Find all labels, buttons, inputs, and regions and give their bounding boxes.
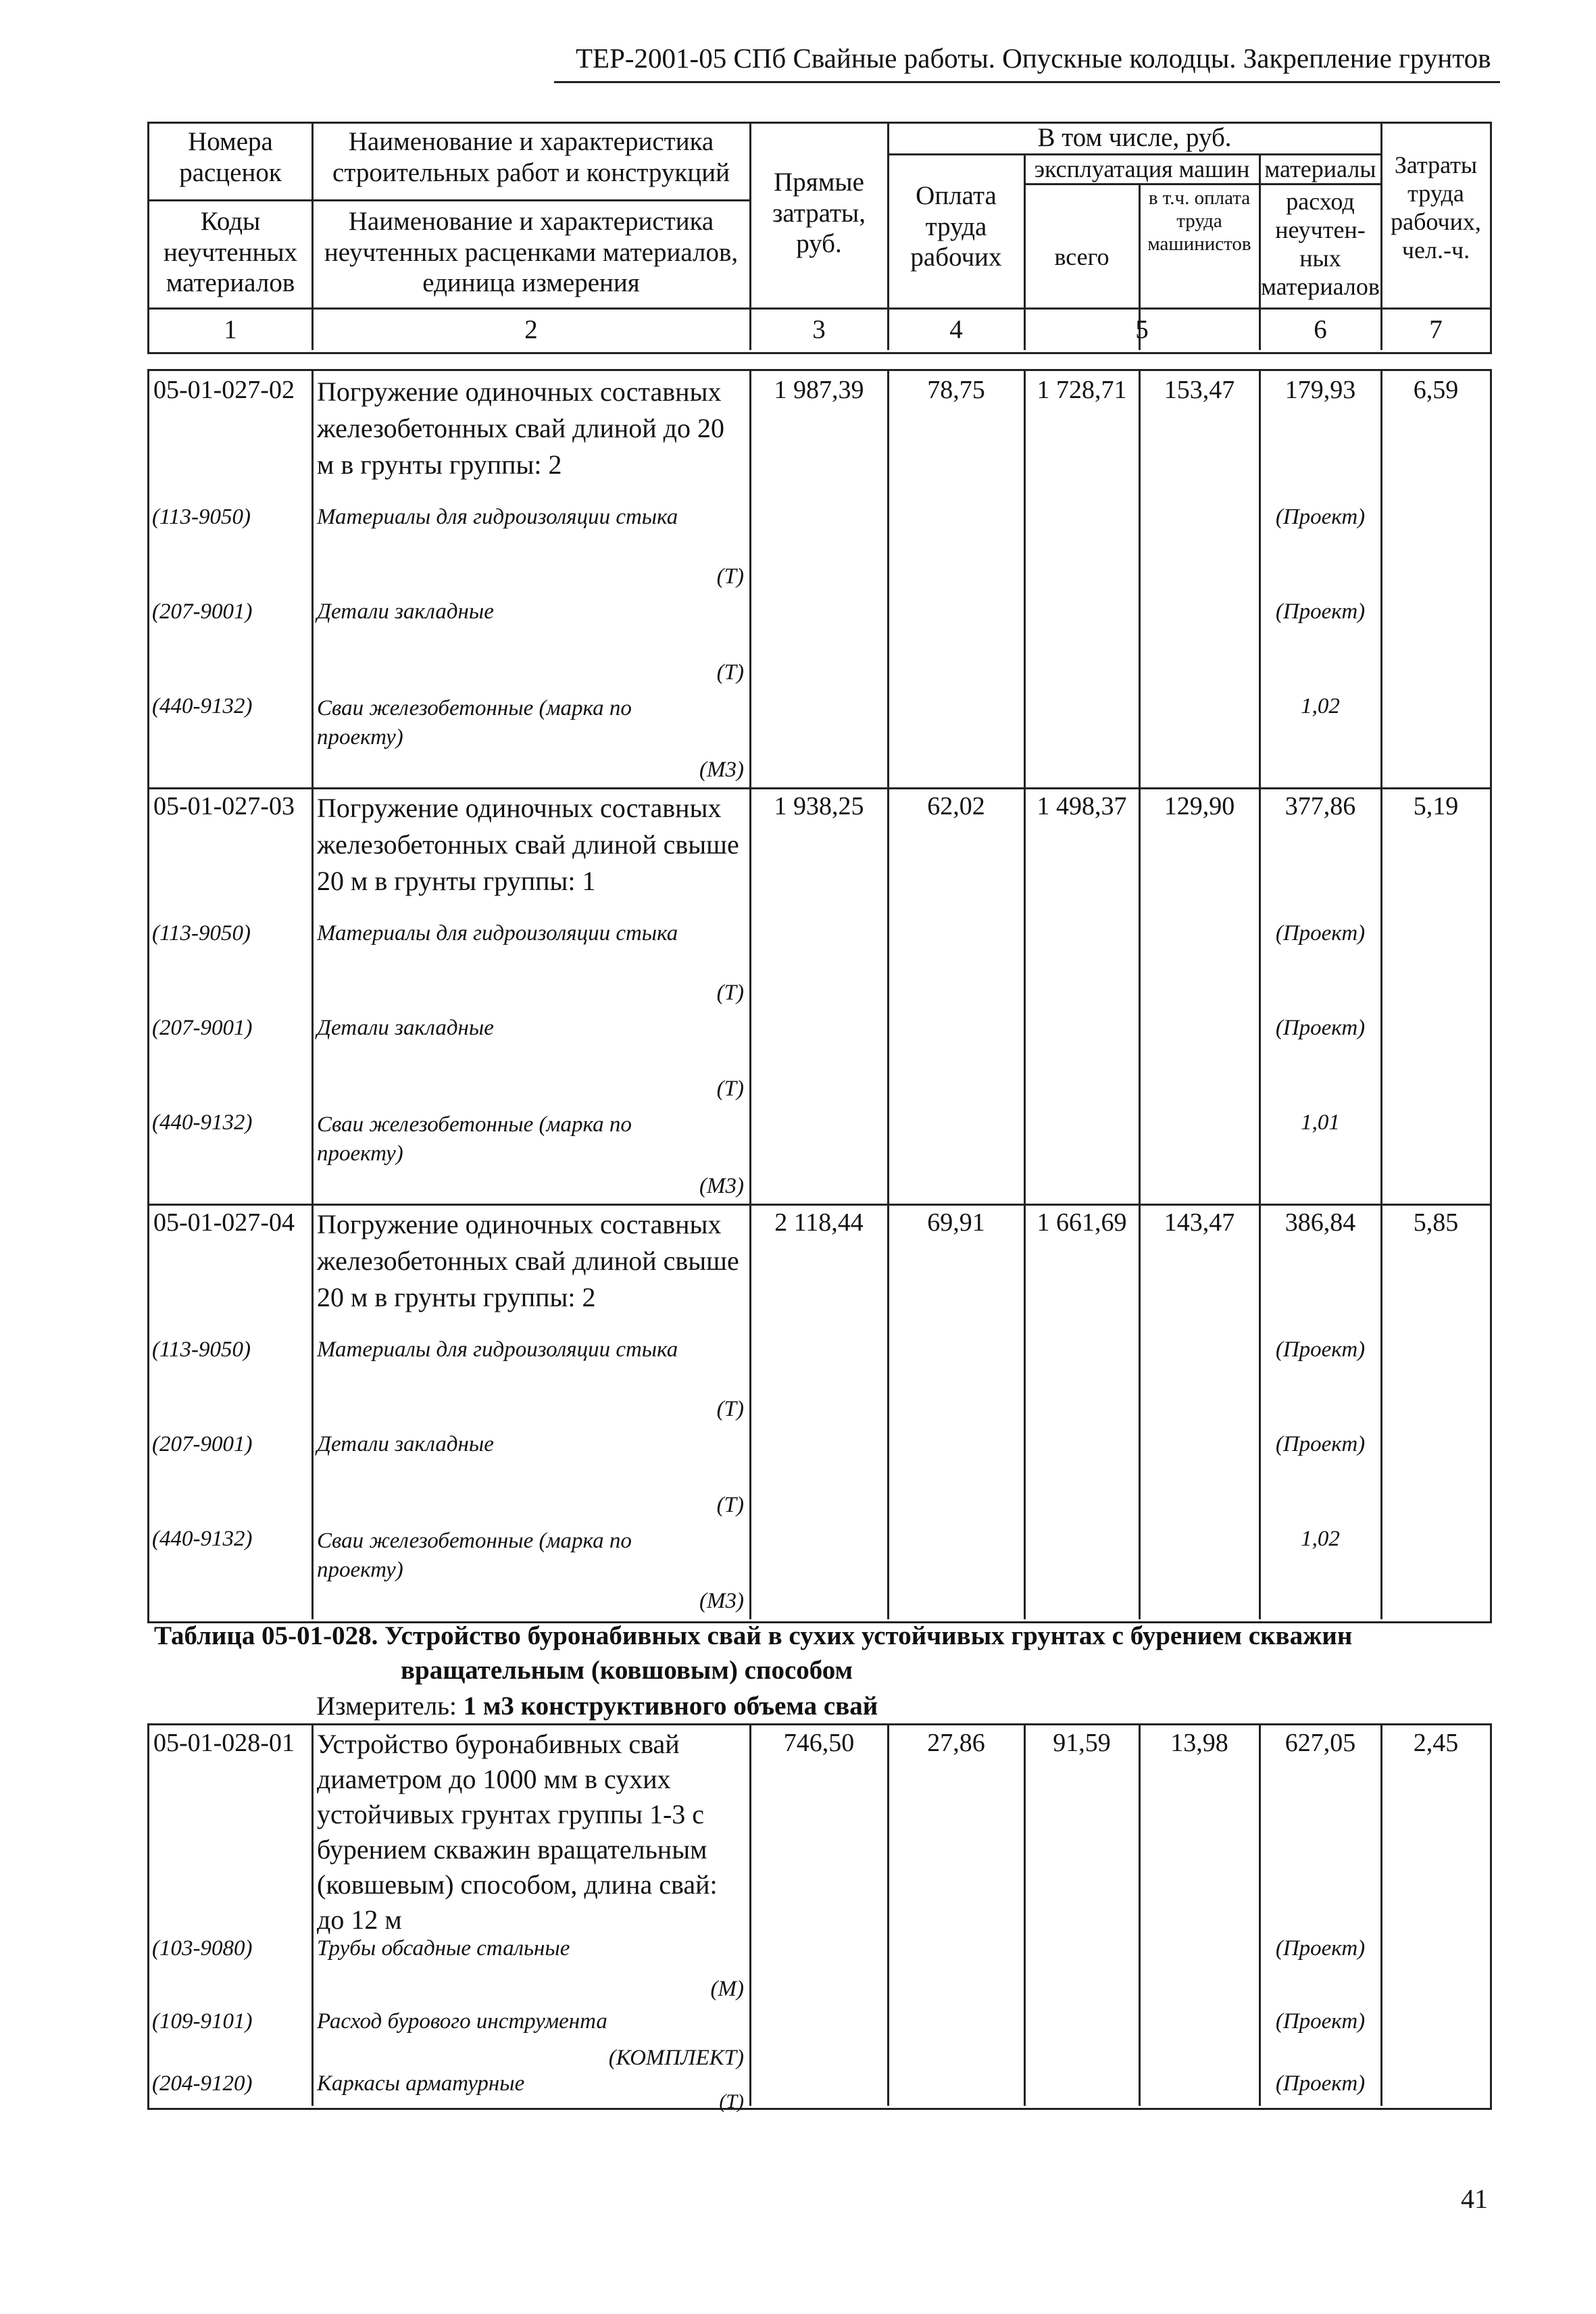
- material-unit: (Т): [716, 1397, 744, 1421]
- material-name: Материалы для гидроизоляции стыка: [317, 921, 678, 945]
- labor-pay: 78,75: [927, 376, 985, 404]
- machinist-pay: 153,47: [1164, 376, 1235, 404]
- materials-cost: 627,05: [1285, 1729, 1356, 1757]
- labor-pay: 62,02: [927, 792, 985, 820]
- material-consumption: 1,02: [1301, 1527, 1340, 1551]
- column-number: 1: [224, 315, 237, 344]
- column-number: 2: [524, 315, 538, 344]
- caption-line-1: Таблица 05-01-028. Устройство буронабивных свай в сухих устойчивых грунтах с бурением скважин: [154, 1621, 1353, 1650]
- work-description: Погружение одиночных составных железобетонных свай длиной свыше 20 м в грунты группы: 1: [317, 793, 739, 896]
- page-number: 41: [1461, 2184, 1488, 2214]
- header-material-consumption: расход неучтен-ных материалов: [1261, 188, 1380, 301]
- labor-pay: 69,91: [927, 1208, 985, 1237]
- header-materials: материалы: [1264, 155, 1376, 182]
- materials-cost: 377,86: [1285, 792, 1356, 820]
- work-description: Погружение одиночных составных железобетонных свай длиной свыше 20 м в грунты группы: 2: [317, 1209, 739, 1312]
- header-material-codes: Коды неучтенных материалов: [163, 207, 298, 298]
- measure-line: [316, 1691, 878, 1721]
- rate-code: 05-01-028-01: [153, 1729, 295, 1757]
- header-material-description: Наименование и характеристика неучтенных расценками материалов, единица измерения: [324, 207, 739, 298]
- header-including: В том числе, руб.: [1037, 123, 1232, 152]
- labor-hours: 6,59: [1413, 376, 1459, 404]
- header-machinist-pay: в т.ч. оплата труда машинистов: [1147, 187, 1251, 255]
- material-unit: (Т): [716, 981, 744, 1005]
- measure-value: 1 м3 конструктивного объема свай: [463, 1692, 878, 1721]
- material-consumption: (Проект): [1275, 505, 1366, 529]
- rate-code: 05-01-027-04: [153, 1208, 295, 1237]
- machines-total: 1 728,71: [1037, 376, 1127, 404]
- material-code: (109-9101): [152, 2009, 253, 2034]
- material-consumption: (Проект): [1275, 921, 1366, 945]
- table-header: [147, 122, 1492, 354]
- material-name: Сваи железобетонные (марка по проекту): [317, 696, 632, 749]
- measure-label: Измеритель:: [316, 1692, 457, 1721]
- machines-total: 1 661,69: [1037, 1208, 1127, 1237]
- caption-line-2: вращательным (ковшовым) способом: [401, 1655, 853, 1685]
- column-number: 3: [812, 315, 826, 344]
- labor-hours: 5,19: [1413, 792, 1459, 820]
- material-name: Сваи железобетонные (марка по проекту): [317, 1112, 632, 1166]
- rate-code: 05-01-027-03: [153, 792, 295, 820]
- material-code: (207-9001): [152, 1432, 253, 1456]
- material-unit: (М): [710, 1977, 744, 2001]
- column-number: 4: [949, 315, 963, 344]
- material-consumption: 1,02: [1301, 694, 1340, 718]
- header-machines: эксплуатация машин: [1034, 155, 1250, 182]
- material-consumption: (Проект): [1275, 2071, 1366, 2096]
- column-number: 7: [1429, 315, 1443, 344]
- material-name: Сваи железобетонные (марка по проекту): [317, 1529, 632, 1582]
- material-name: Каркасы арматурные: [317, 2071, 525, 2096]
- header-work-description: Наименование и характеристика строительных работ и конструкций: [332, 127, 730, 187]
- material-name: Детали закладные: [317, 1432, 494, 1456]
- material-unit: (М3): [699, 1589, 744, 1613]
- column-number: 5: [1135, 315, 1149, 344]
- material-code: (440-9132): [152, 1110, 253, 1135]
- header-machines-total: всего: [1054, 243, 1109, 270]
- price-table: [147, 369, 1492, 1623]
- material-consumption: (Проект): [1275, 1337, 1366, 1362]
- material-name: Материалы для гидроизоляции стыка: [317, 505, 678, 529]
- header-labor-hours: Затраты труда рабочих, чел.-ч.: [1391, 151, 1481, 264]
- material-code: (113-9050): [152, 921, 251, 945]
- machinist-pay: 13,98: [1170, 1729, 1228, 1757]
- work-description: Погружение одиночных составных железобетонных свай длиной до 20 м в грунты группы: 2: [317, 376, 725, 480]
- materials-cost: 179,93: [1285, 376, 1356, 404]
- material-unit: (Т): [716, 660, 744, 685]
- price-table-028: [147, 1723, 1492, 2113]
- material-code: (204-9120): [152, 2071, 253, 2096]
- material-unit: (Т): [716, 564, 744, 589]
- material-unit: (Т): [719, 2090, 744, 2113]
- material-code: (113-9050): [152, 1337, 251, 1362]
- table-caption: [154, 1619, 1465, 1688]
- material-name: Материалы для гидроизоляции стыка: [317, 1337, 678, 1362]
- material-code: (207-9001): [152, 599, 253, 624]
- running-head: ТЕР-2001-05 СПб Свайные работы. Опускные колодцы. Закрепление грунтов: [576, 43, 1491, 74]
- material-code: (207-9001): [152, 1016, 253, 1040]
- machines-total: 91,59: [1053, 1729, 1111, 1757]
- header-rule: [554, 81, 1500, 83]
- direct-costs: 1 987,39: [774, 376, 864, 404]
- machines-total: 1 498,37: [1037, 792, 1127, 820]
- material-consumption: (Проект): [1275, 599, 1366, 624]
- material-consumption: (Проект): [1275, 1936, 1366, 1961]
- header-rate-numbers: Номера расценок: [179, 127, 282, 187]
- material-unit: (Т): [716, 1493, 744, 1517]
- material-unit: (М3): [699, 758, 744, 782]
- material-unit: (Т): [716, 1077, 744, 1101]
- material-name: Детали закладные: [317, 599, 494, 624]
- material-name: Детали закладные: [317, 1016, 494, 1040]
- machinist-pay: 129,90: [1164, 792, 1235, 820]
- material-code: (440-9132): [152, 694, 253, 718]
- material-unit: (КОМПЛЕКТ): [608, 2046, 744, 2070]
- material-consumption: (Проект): [1275, 1016, 1366, 1040]
- materials-cost: 386,84: [1285, 1208, 1356, 1237]
- machinist-pay: 143,47: [1164, 1208, 1235, 1237]
- header-labor-pay: Оплата труда рабочих: [910, 181, 1002, 272]
- material-code: (103-9080): [152, 1936, 253, 1961]
- material-consumption: (Проект): [1275, 1432, 1366, 1456]
- material-consumption: (Проект): [1275, 2009, 1366, 2034]
- material-code: (113-9050): [152, 505, 251, 529]
- direct-costs: 1 938,25: [774, 792, 864, 820]
- material-unit: (М3): [699, 1174, 744, 1198]
- header-direct-costs: Прямые затраты, руб.: [772, 168, 866, 259]
- labor-hours: 2,45: [1413, 1729, 1459, 1757]
- material-name: Трубы обсадные стальные: [317, 1936, 570, 1961]
- material-code: (440-9132): [152, 1527, 253, 1551]
- work-description: Устройство буронабивных свай диаметром до 1000 мм в сухих устойчивых грунтах группы 1-3 с бурением скважин вращательным (ковшевым) способом, длина свай: до 12 м: [317, 1729, 718, 1935]
- direct-costs: 746,50: [783, 1729, 855, 1757]
- column-number: 6: [1314, 315, 1327, 344]
- material-consumption: 1,01: [1301, 1110, 1340, 1135]
- material-name: Расход бурового инструмента: [317, 2009, 607, 2034]
- rate-code: 05-01-027-02: [153, 376, 295, 404]
- labor-pay: 27,86: [927, 1729, 985, 1757]
- labor-hours: 5,85: [1413, 1208, 1459, 1237]
- direct-costs: 2 118,44: [774, 1208, 864, 1237]
